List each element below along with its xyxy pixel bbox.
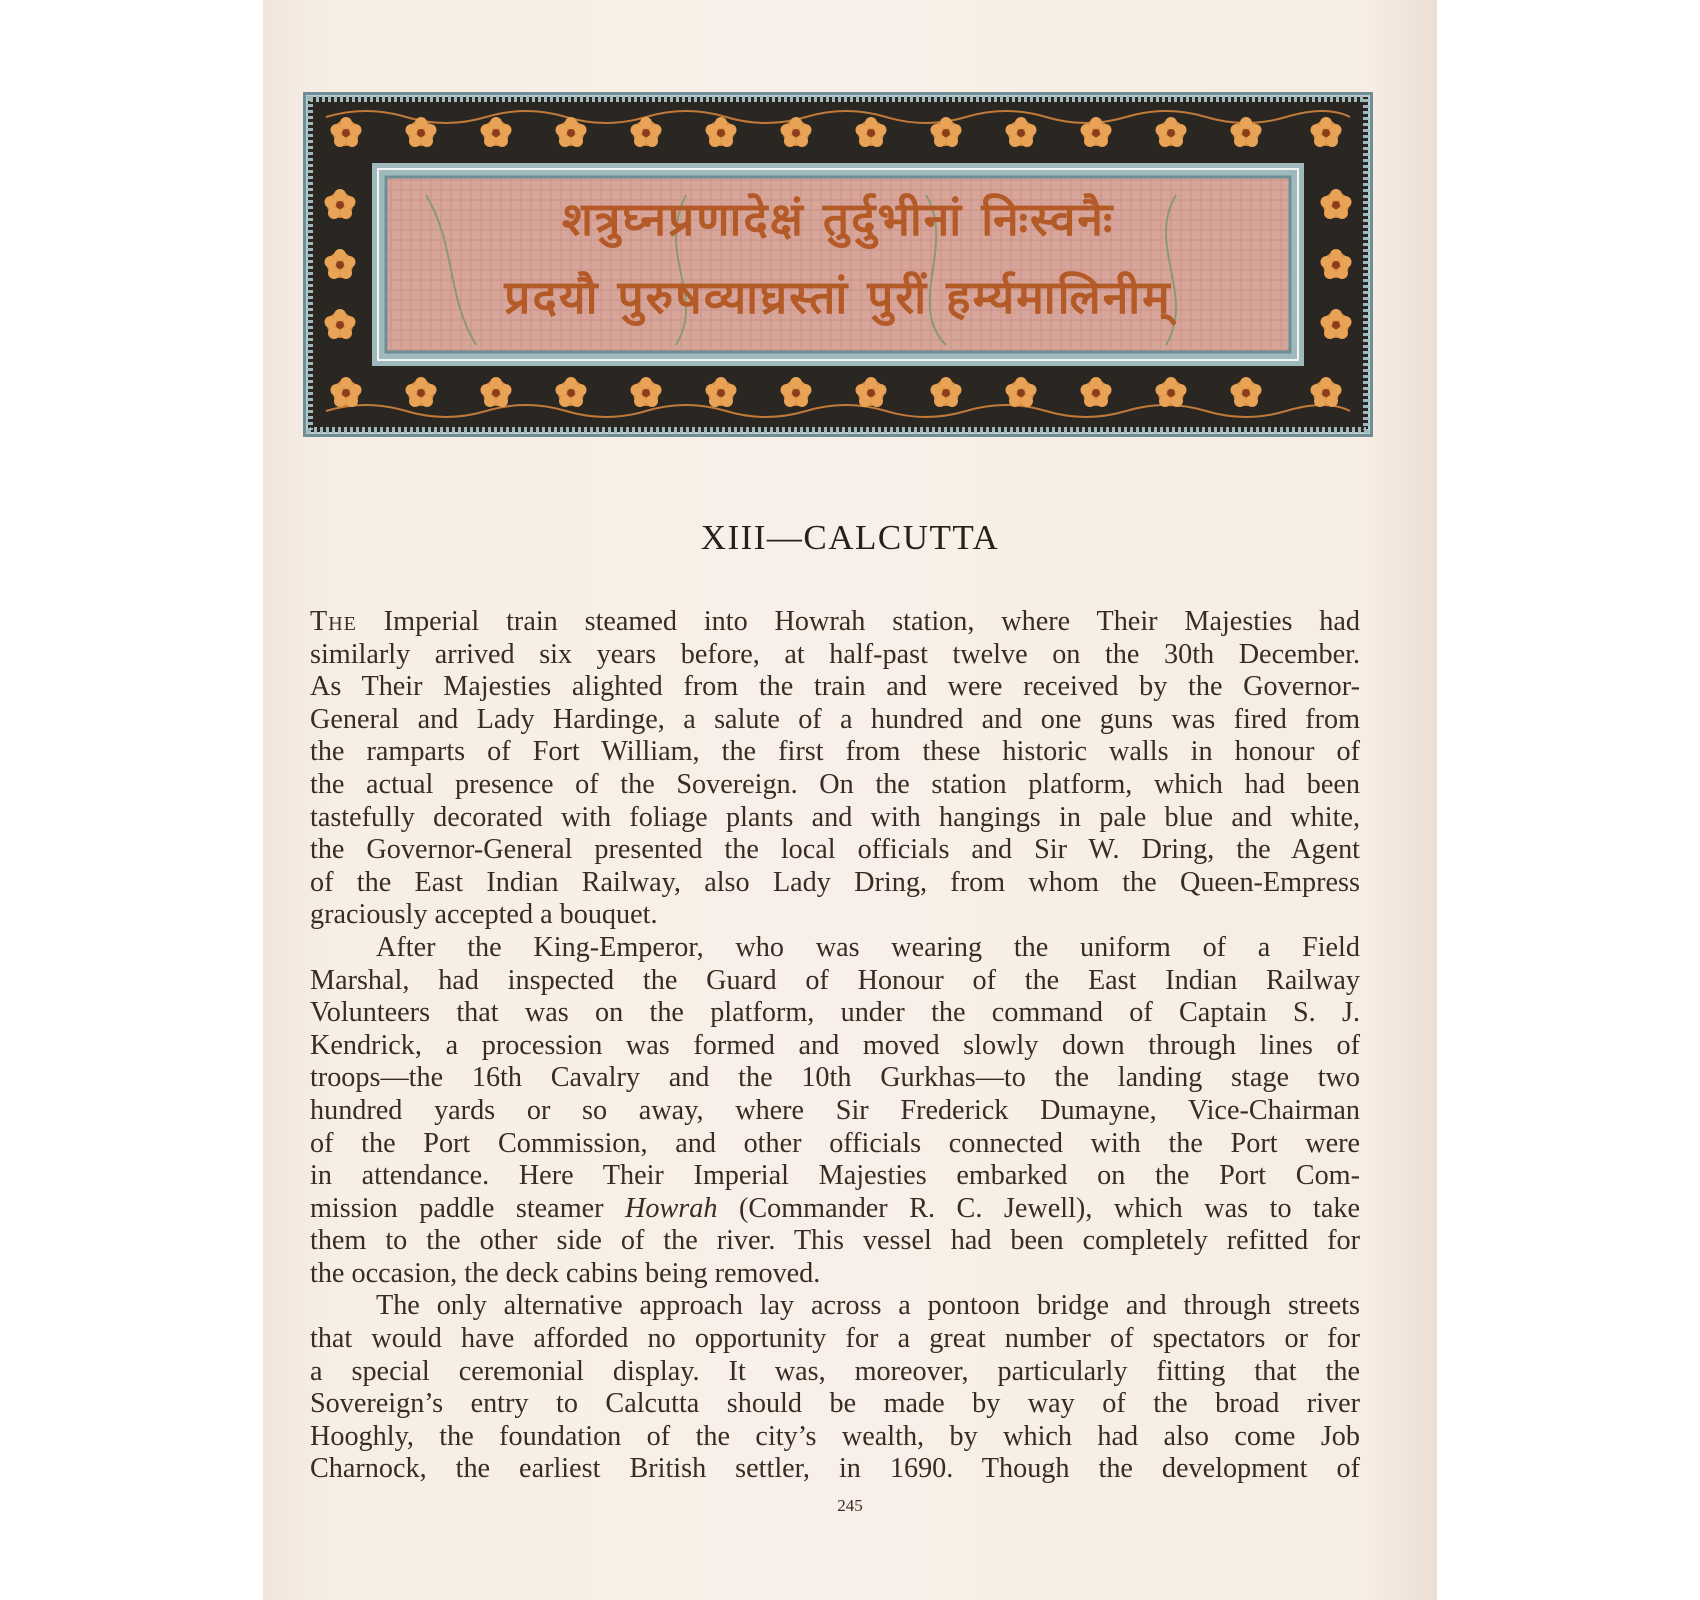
text-line: hundred yards or so away, where Sir Frederick Dumayne, Vice-Chairman — [310, 1094, 1360, 1126]
text-line: tastefully decorated with foliage plants and with hangings in pale blue and white, — [310, 801, 1360, 833]
paragraph — [310, 932, 1360, 1291]
ornamental-banner — [303, 92, 1373, 437]
text-line: Volunteers that was on the platform, under the command of Captain S. J. — [310, 997, 1360, 1029]
body-text — [310, 606, 1360, 1486]
text-line: in attendance. Here Their Imperial Majesties embarked on the Port Com- — [310, 1160, 1360, 1192]
text-line: similarly arrived six years before, at half-past twelve on the 30th December. — [310, 638, 1360, 670]
line-text: Imperial train steamed into Howrah station, where Their Majesties had — [356, 606, 1360, 637]
sanskrit-inscription-line-2: प्रदयौ पुरुषव्याघ्रस्तां पुरीं हर्म्यमालिनीम् — [504, 270, 1172, 324]
opening-word: The — [310, 606, 357, 637]
text-line: them to the other side of the river. This vessel had been completely refitted for — [310, 1225, 1360, 1257]
text-line: of the Port Commission, and other officials connected with the Port were — [310, 1127, 1360, 1159]
book-page — [263, 0, 1437, 1600]
text-line: graciously accepted a bouquet. — [310, 899, 658, 931]
text-line: Sovereign’s entry to Calcutta should be made by way of the broad river — [310, 1388, 1360, 1420]
text-line: that would have afforded no opportunity for a great number of spectators or for — [310, 1323, 1360, 1355]
paragraph — [310, 606, 1360, 932]
text-line: After the King-Emperor, who was wearing the uniform of a Field — [376, 931, 1360, 963]
text-line: the ramparts of Fort William, the first from these historic walls in honour of — [310, 736, 1360, 768]
text-line: The only alternative approach lay across a pontoon bridge and through streets — [376, 1290, 1360, 1322]
sanskrit-inscription-line-1: शत्रुघ्नप्रणादेक्षं तुर्दुभीनां निःस्वनैः — [561, 192, 1115, 246]
line-text: mission paddle steamer — [310, 1192, 626, 1224]
text-line: troops—the 16th Cavalry and the 10th Gurkhas—to the landing stage two — [310, 1062, 1360, 1094]
text-line: Charnock, the earliest British settler, in 1690. Though the development of — [310, 1453, 1360, 1485]
text-line: Marshal, had inspected the Guard of Honour of the East Indian Railway — [310, 964, 1360, 996]
text-line: a special ceremonial display. It was, moreover, particularly fitting that the — [310, 1355, 1360, 1387]
text-line: the Governor-General presented the local officials and Sir W. Dring, the Agent — [310, 834, 1360, 866]
text-line — [310, 606, 1360, 639]
text-line: General and Lady Hardinge, a salute of a hundred and one guns was fired from — [310, 703, 1360, 735]
paragraph — [310, 1290, 1360, 1486]
page-number: 245 — [837, 1496, 863, 1515]
text-line: As Their Majesties alighted from the train and were received by the Governor- — [310, 671, 1360, 703]
text-line: Hooghly, the foundation of the city’s wealth, by which had also come Job — [310, 1420, 1360, 1452]
chapter-title: XIII—CALCUTTA — [700, 518, 1000, 557]
text-line: the actual presence of the Sovereign. On the station platform, which had been — [310, 768, 1360, 800]
text-line — [310, 1193, 1360, 1226]
line-text: (Commander R. C. Jewell), which was to take — [717, 1192, 1360, 1224]
text-line: the occasion, the deck cabins being removed. — [310, 1257, 821, 1289]
ship-name: Howrah — [625, 1192, 718, 1224]
text-line: of the East Indian Railway, also Lady Dring, from whom the Queen-Empress — [310, 866, 1360, 898]
text-line: Kendrick, a procession was formed and moved slowly down through lines of — [310, 1029, 1360, 1061]
